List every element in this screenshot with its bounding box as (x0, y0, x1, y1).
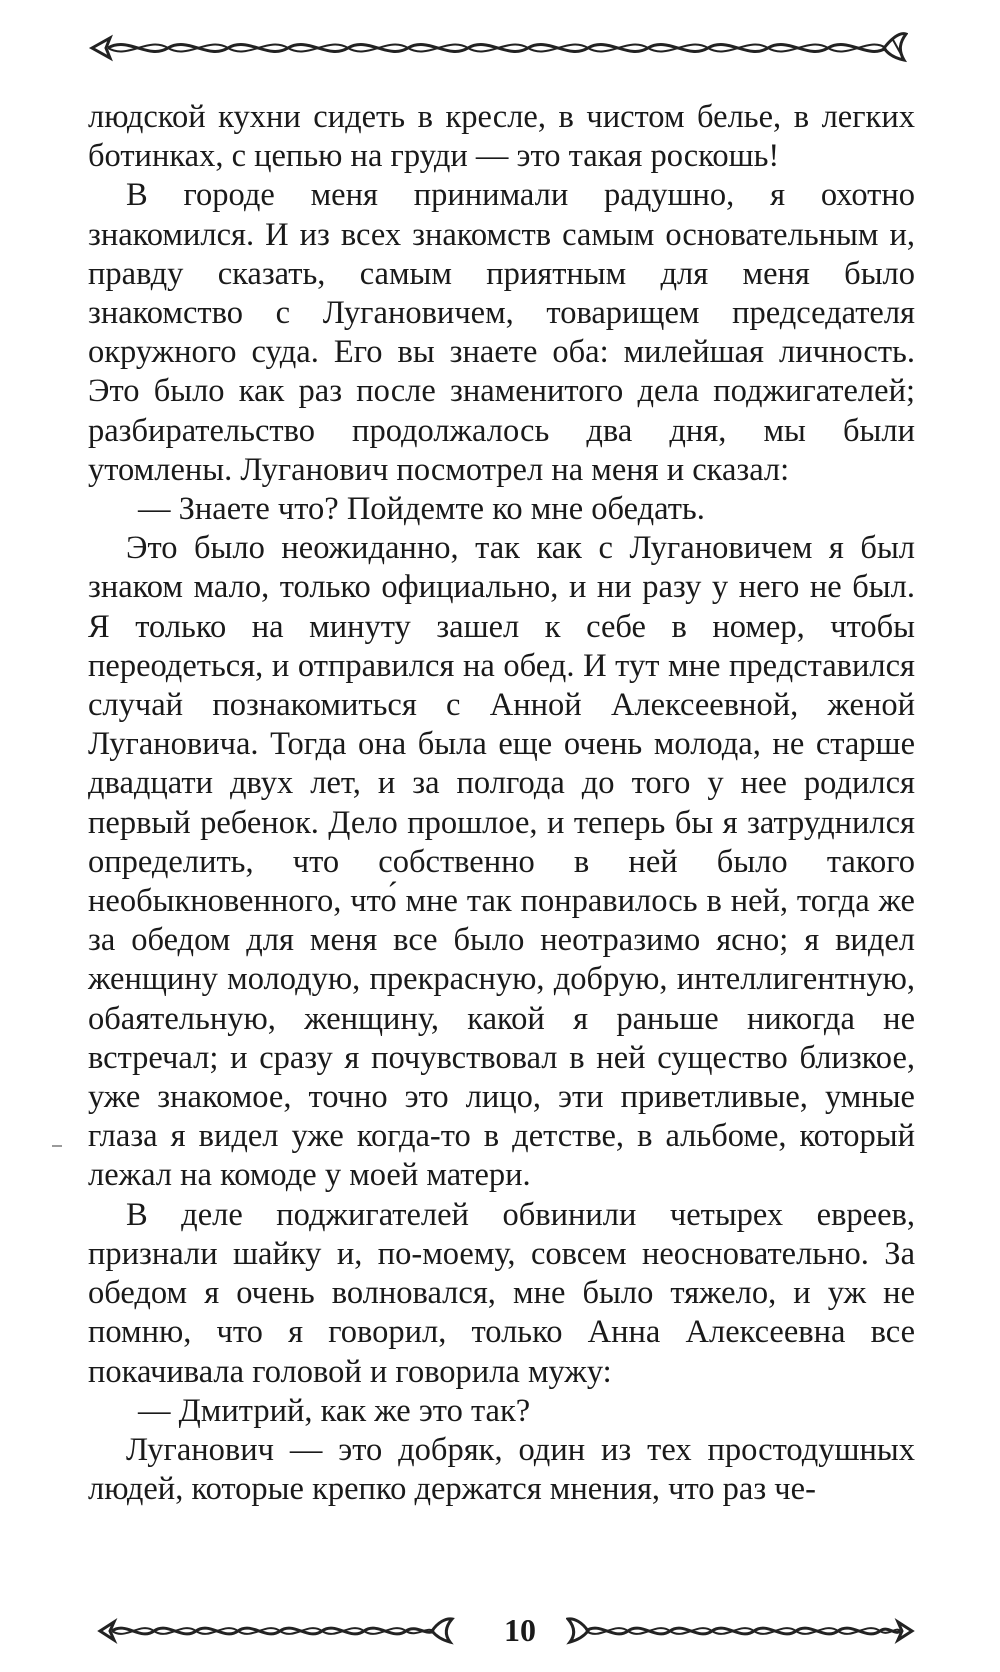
paragraph: Луганович — это добряк, один из тех простодушных людей, которые крепко держатся мнения, что раз че- (88, 1431, 915, 1508)
dialogue-line: — Знаете что? Пойдемте ко мне обедать. (138, 491, 705, 528)
bottom-left-ornament (96, 1616, 456, 1646)
page-number: 10 (504, 1612, 536, 1648)
dialogue-line: — Дмитрий, как же это так? (138, 1392, 531, 1429)
scan-speck (52, 1145, 62, 1147)
paragraph-continuation: людской кухни сидеть в кресле, в чистом белье, в легких ботинках, с цепью на груди — это такая роскошь! (88, 99, 915, 175)
paragraph: Это было неожиданно, так как с Лугановичем я был знаком мало, только официально, и ни разу у него не был. Я только на минуту зашел к себе в номер, чтобы переодеться, и отправился на обед. И тут мне представился случай познакомиться с Анной Алексеевной, женой Лугановича. Тогда она была еще очень молода, не старше двадцати двух лет, и за полгода до того у нее родился первый ребенок. Дело прошлое, и теперь бы я затруднился определить, что собственно в ней было такого необыкновенного, что́ мне так понравилось в ней, тогда же за обедом для меня все было неотразимо ясно; я видел женщину молодую, прекрасную, добрую, интеллигентную, обаятельную, женщину, какой я раньше никогда не встречал; и сразу я почувствовал в ней существо близкое, уже знакомое, точно это лицо, эти приветливые, умные глаза я видел уже когда-то в детстве, в альбоме, который лежал на комоде у моей матери. (88, 530, 915, 1194)
page-body-text (88, 98, 915, 1509)
page-footer (88, 1608, 918, 1652)
bottom-right-ornament (566, 1616, 916, 1646)
paragraph: В деле поджигателей обвинили четырех евреев, признали шайку и, по-моему, совсем неосновательно. За обедом я очень волновался, мне было тяжело, и уж не помню, что я говорил, только Анна Алексеевна все покачивала головой и говорила мужу: (88, 1196, 915, 1390)
paragraph: В городе меня принимали радушно, я охотно знакомился. И из всех знакомств самым основательным и, правду сказать, самым приятным для меня было знакомство с Лугановичем, товарищем председателя окружного суда. Его вы знаете оба: милейшая личность. Это было как раз после знаменитого дела поджигателей; разбирательство продолжалось два дня, мы были утомлены. Луганович посмотрел на меня и сказал: (88, 177, 915, 488)
top-ornament-border (88, 30, 908, 66)
